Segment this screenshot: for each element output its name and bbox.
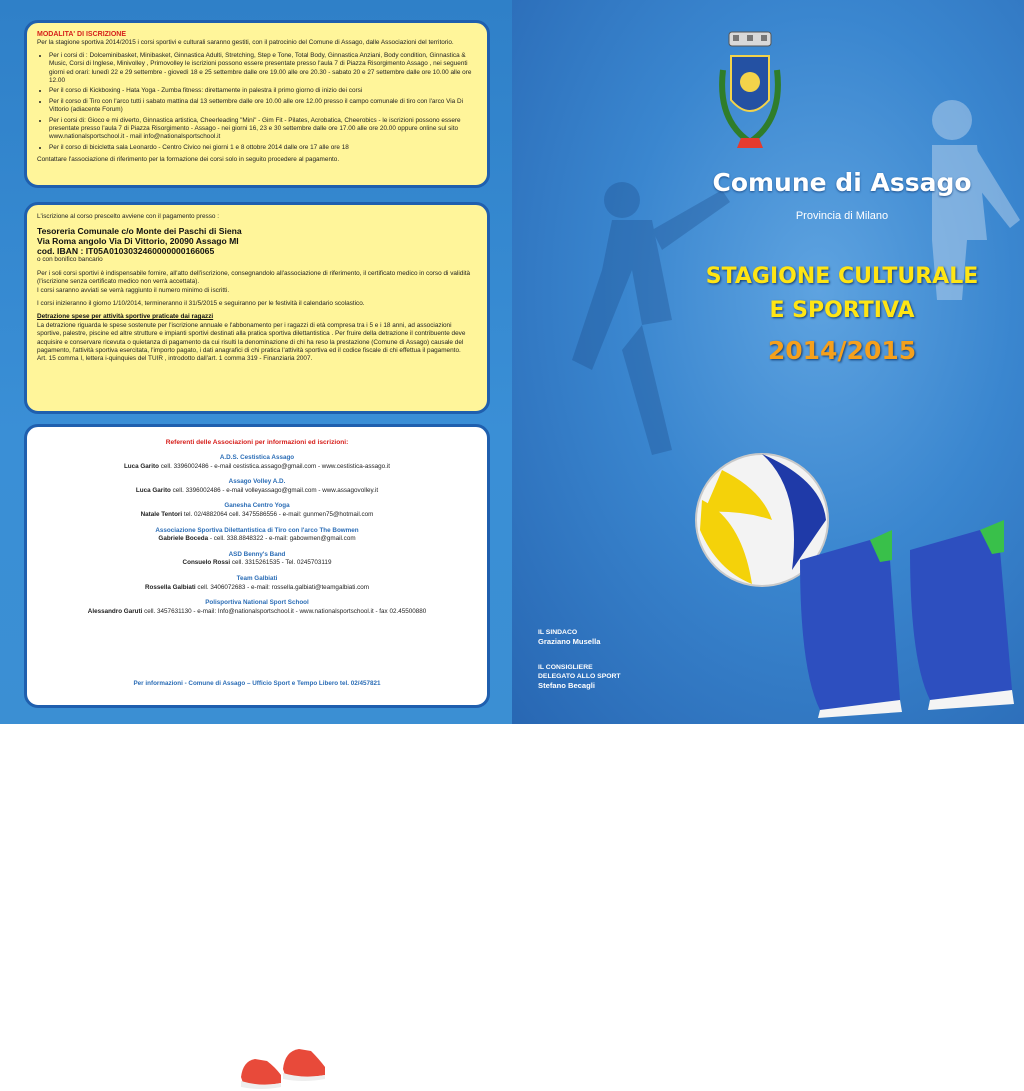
certificato-text: Per i soli corsi sportivi è indispensabile fornire, all'atto dell'iscrizione, consegnandolo all'associazione di riferimento, il certificato medico in corso di validità (l'iscrizione senza certificato medico non verrà accettata). <box>37 269 471 286</box>
contact-person: Consuelo Rossi <box>182 559 231 567</box>
consigliere-role-1: IL CONSIGLIERE <box>538 664 593 671</box>
list-item <box>37 575 477 592</box>
stagione-title-line1: STAGIONE CULTURALE <box>705 264 979 289</box>
association-contact <box>37 487 477 496</box>
association-contact <box>37 535 477 544</box>
detrazione-body: La detrazione riguarda le spese sostenute per l'iscrizione annuale e l'abbonamento per i ragazzi di età compresa tra i 5 e i 18 anni, ad associazioni sportive, palestre, piscine ed altre strutture e impianti sportivi destinati alla pratica sportiva dilettantistica . Per fruire della detrazione il contribuente deve acquisire e conservare ricevuta o quietanza di pagamento da cui risulti la denominazione di chi ha reso la prestazione (Comune di Assago) causale del pagamento, l'attività sportiva esercitata, l'importo pagato, i dati anagrafici di chi pratica l'attività sportiva ed il codice fiscale di chi effettua il pagamento. <box>37 321 466 355</box>
list-item <box>37 527 477 544</box>
list-item: • Per i corsi di : Dolceminibasket, Minibasket, Ginnastica Adulti, Stretching, Step e Tone, Total Body, Ginnastica Anziani, Body condition, Ginnastica & Music, Corsi di Inglese, Minivolley , Primovolley le iscrizioni possono essere presentate presso l'aula 7 di Piazza Risorgimento Assago , nei seguenti giorni ed orari: lunedì 22 e 29 settembre - giovedì 18 e 25 settembre dalle ore 19.00 alle ore 20.30 - sabato 20 e 27 settembre dalle ore 10.00 alle ore 12.00 <box>49 52 477 86</box>
referenti-list <box>37 454 477 616</box>
minimo-text: I corsi saranno avviati se verrà raggiunto il numero minimo di iscritti. <box>37 286 230 294</box>
pagamento-intro: L'iscrizione al corso prescelto avviene con il pagamento presso : <box>37 213 220 220</box>
list-item <box>37 599 477 616</box>
sindaco-role: IL SINDACO <box>538 629 578 636</box>
bank-iban: cod. IBAN : IT05A0103032460000000166065 <box>37 246 215 257</box>
bank-address: Via Roma angolo Via Di Vittorio, 20090 Assago MI <box>37 236 239 247</box>
association-contact <box>37 584 477 593</box>
association-name: Assago Volley A.D. <box>228 478 286 486</box>
consigliere-block <box>538 663 621 690</box>
contact-info: tel. 02/4882064 cell. 3475586556 - e-mail: gunmen75@hotmail.com <box>182 510 374 518</box>
modalita-intro: Per la stagione sportiva 2014/2015 i corsi sportivi e culturali saranno gestiti, con il patrocinio del Comune di Assago, dalle Associazioni del territorio. <box>37 39 454 47</box>
detrazione-art: Art. 15 comma I, lettera i-quinquies del TUIR , introdotto dall'art. 1 comma 319 - Finanziaria 2007. <box>37 355 313 363</box>
detrazione-heading: Detrazione spese per attività sportive praticate dai ragazzi <box>37 313 214 321</box>
stagione-title-line2: E SPORTIVA <box>769 298 915 323</box>
association-contact <box>37 608 477 617</box>
consigliere-role-2: DELEGATO ALLO SPORT <box>538 673 621 680</box>
modalita-heading: MODALITA' DI ISCRIZIONE <box>37 31 127 38</box>
contact-info: cell. 3457631130 - e-mail: Info@nationalsportschool.it - www.nationalsportschool.it - fax 02.45500880 <box>142 607 427 615</box>
contact-person: Alessandro Garuti <box>87 607 143 615</box>
list-item <box>37 454 477 471</box>
association-contact <box>37 559 477 568</box>
contact-person: Luca Garito <box>135 486 171 494</box>
association-name: Polisportiva National Sport School <box>205 599 309 607</box>
cover-panel <box>512 0 1024 724</box>
footer-info: Per informazioni - Comune di Assago – Ufficio Sport e Tempo Libero tel. 02/457821 <box>133 680 381 687</box>
contact-info: cell. 3315261535 - Tel. 0245703119 <box>230 559 332 567</box>
comune-title: Comune di Assago <box>712 168 972 197</box>
list-item <box>37 478 477 495</box>
list-item <box>37 551 477 568</box>
back-panel <box>0 0 512 724</box>
bank-name: Tesoreria Comunale c/o Monte dei Paschi di Siena <box>37 226 242 237</box>
association-name: Team Galbiati <box>236 574 278 582</box>
referenti-box <box>24 424 490 708</box>
association-name: Associazione Sportiva Dilettantistica di Tiro con l'arco The Bowmen <box>155 526 359 534</box>
contact-person: Rossella Galbiati <box>144 583 196 591</box>
association-name: ASD Benny's Band <box>228 550 286 558</box>
list-item <box>37 502 477 519</box>
contact-person: Luca Garito <box>123 462 159 470</box>
association-contact <box>37 511 477 520</box>
contact-person: Natale Tentori <box>140 510 183 518</box>
sneakers-icon <box>237 1037 327 1091</box>
pagamento-box <box>24 202 490 414</box>
list-item: • Per i corsi di: Gioco e mi diverto, Ginnastica artistica, Cheerleading "Mini" - Gim Fit - Pilates, Acrobatica, Cheerobics - le iscrizioni possono essere presentate presso l'aula 7 di Piazza Risorgimento - Assago - nei giorni 16, 23 e 30 settembre dalle ore 17.00 alle ore 20.00 oppure online sul sito www.nationalsportschool.it - mail info@nationalsportschool.it <box>49 117 477 142</box>
modalita-list <box>37 52 477 152</box>
coat-of-arms-icon <box>717 30 783 160</box>
contact-person: Gabriele Boceda <box>158 535 209 543</box>
contact-info: cell. 3396002486 - e-mail volleyassago@gmail.com - www.assagovolley.it <box>170 486 379 494</box>
date-corsi-text: I corsi inizieranno il giorno 1/10/2014, termineranno il 31/5/2015 e seguiranno per le festività il calendario scolastico. <box>37 300 365 308</box>
modalita-box <box>24 20 490 188</box>
list-item: • Per il corso di bicicletta sala Leonardo - Centro Civico nei giorni 1 e 8 ottobre 2014 dalle ore 17 alle ore 18 <box>49 144 477 152</box>
season-year: 2014/2015 <box>767 336 917 365</box>
provincia-subtitle: Provincia di Milano <box>795 210 889 222</box>
association-contact <box>37 463 477 472</box>
association-name: A.D.S. Cestistica Assago <box>219 454 295 461</box>
contact-info: cell. 3396002486 - e-mail cestistica.assago@gmail.com - www.cestistica-assago.it <box>158 462 391 470</box>
sindaco-name: Graziano Musella <box>538 637 601 646</box>
sneakers-icon <box>780 500 1020 720</box>
list-item: • Per il corso di Tiro con l'arco tutti i sabato mattina dal 13 settembre dalle ore 10.00 alle ore 12.00 presso il campo comunale di tiro con l'arco Via Di Vittorio (adiacente Forum) <box>49 98 477 115</box>
bonifico-text: o con bonifico bancario <box>37 256 103 264</box>
modalita-contact: Contattare l'associazione di riferimento per la formazione dei corsi solo in seguito procedere al pagamento. <box>37 156 340 164</box>
contact-info: - cell. 338.8848322 - e-mail: gabowmen@gmail.com <box>208 535 356 543</box>
consigliere-name: Stefano Becagli <box>538 681 595 690</box>
list-item: • Per il corso di Kickboxing - Hata Yoga - Zumba fitness: direttamente in palestra il primo giorno di inizio dei corsi <box>49 87 477 95</box>
contact-info: cell. 3406072683 - e-mail: rossella.galbiati@teamgalbiati.com <box>195 583 370 591</box>
referenti-title: Referenti delle Associazioni per informazioni ed iscrizioni: <box>165 439 349 446</box>
sindaco-block <box>538 628 600 646</box>
association-name: Ganesha Centro Yoga <box>224 502 290 510</box>
